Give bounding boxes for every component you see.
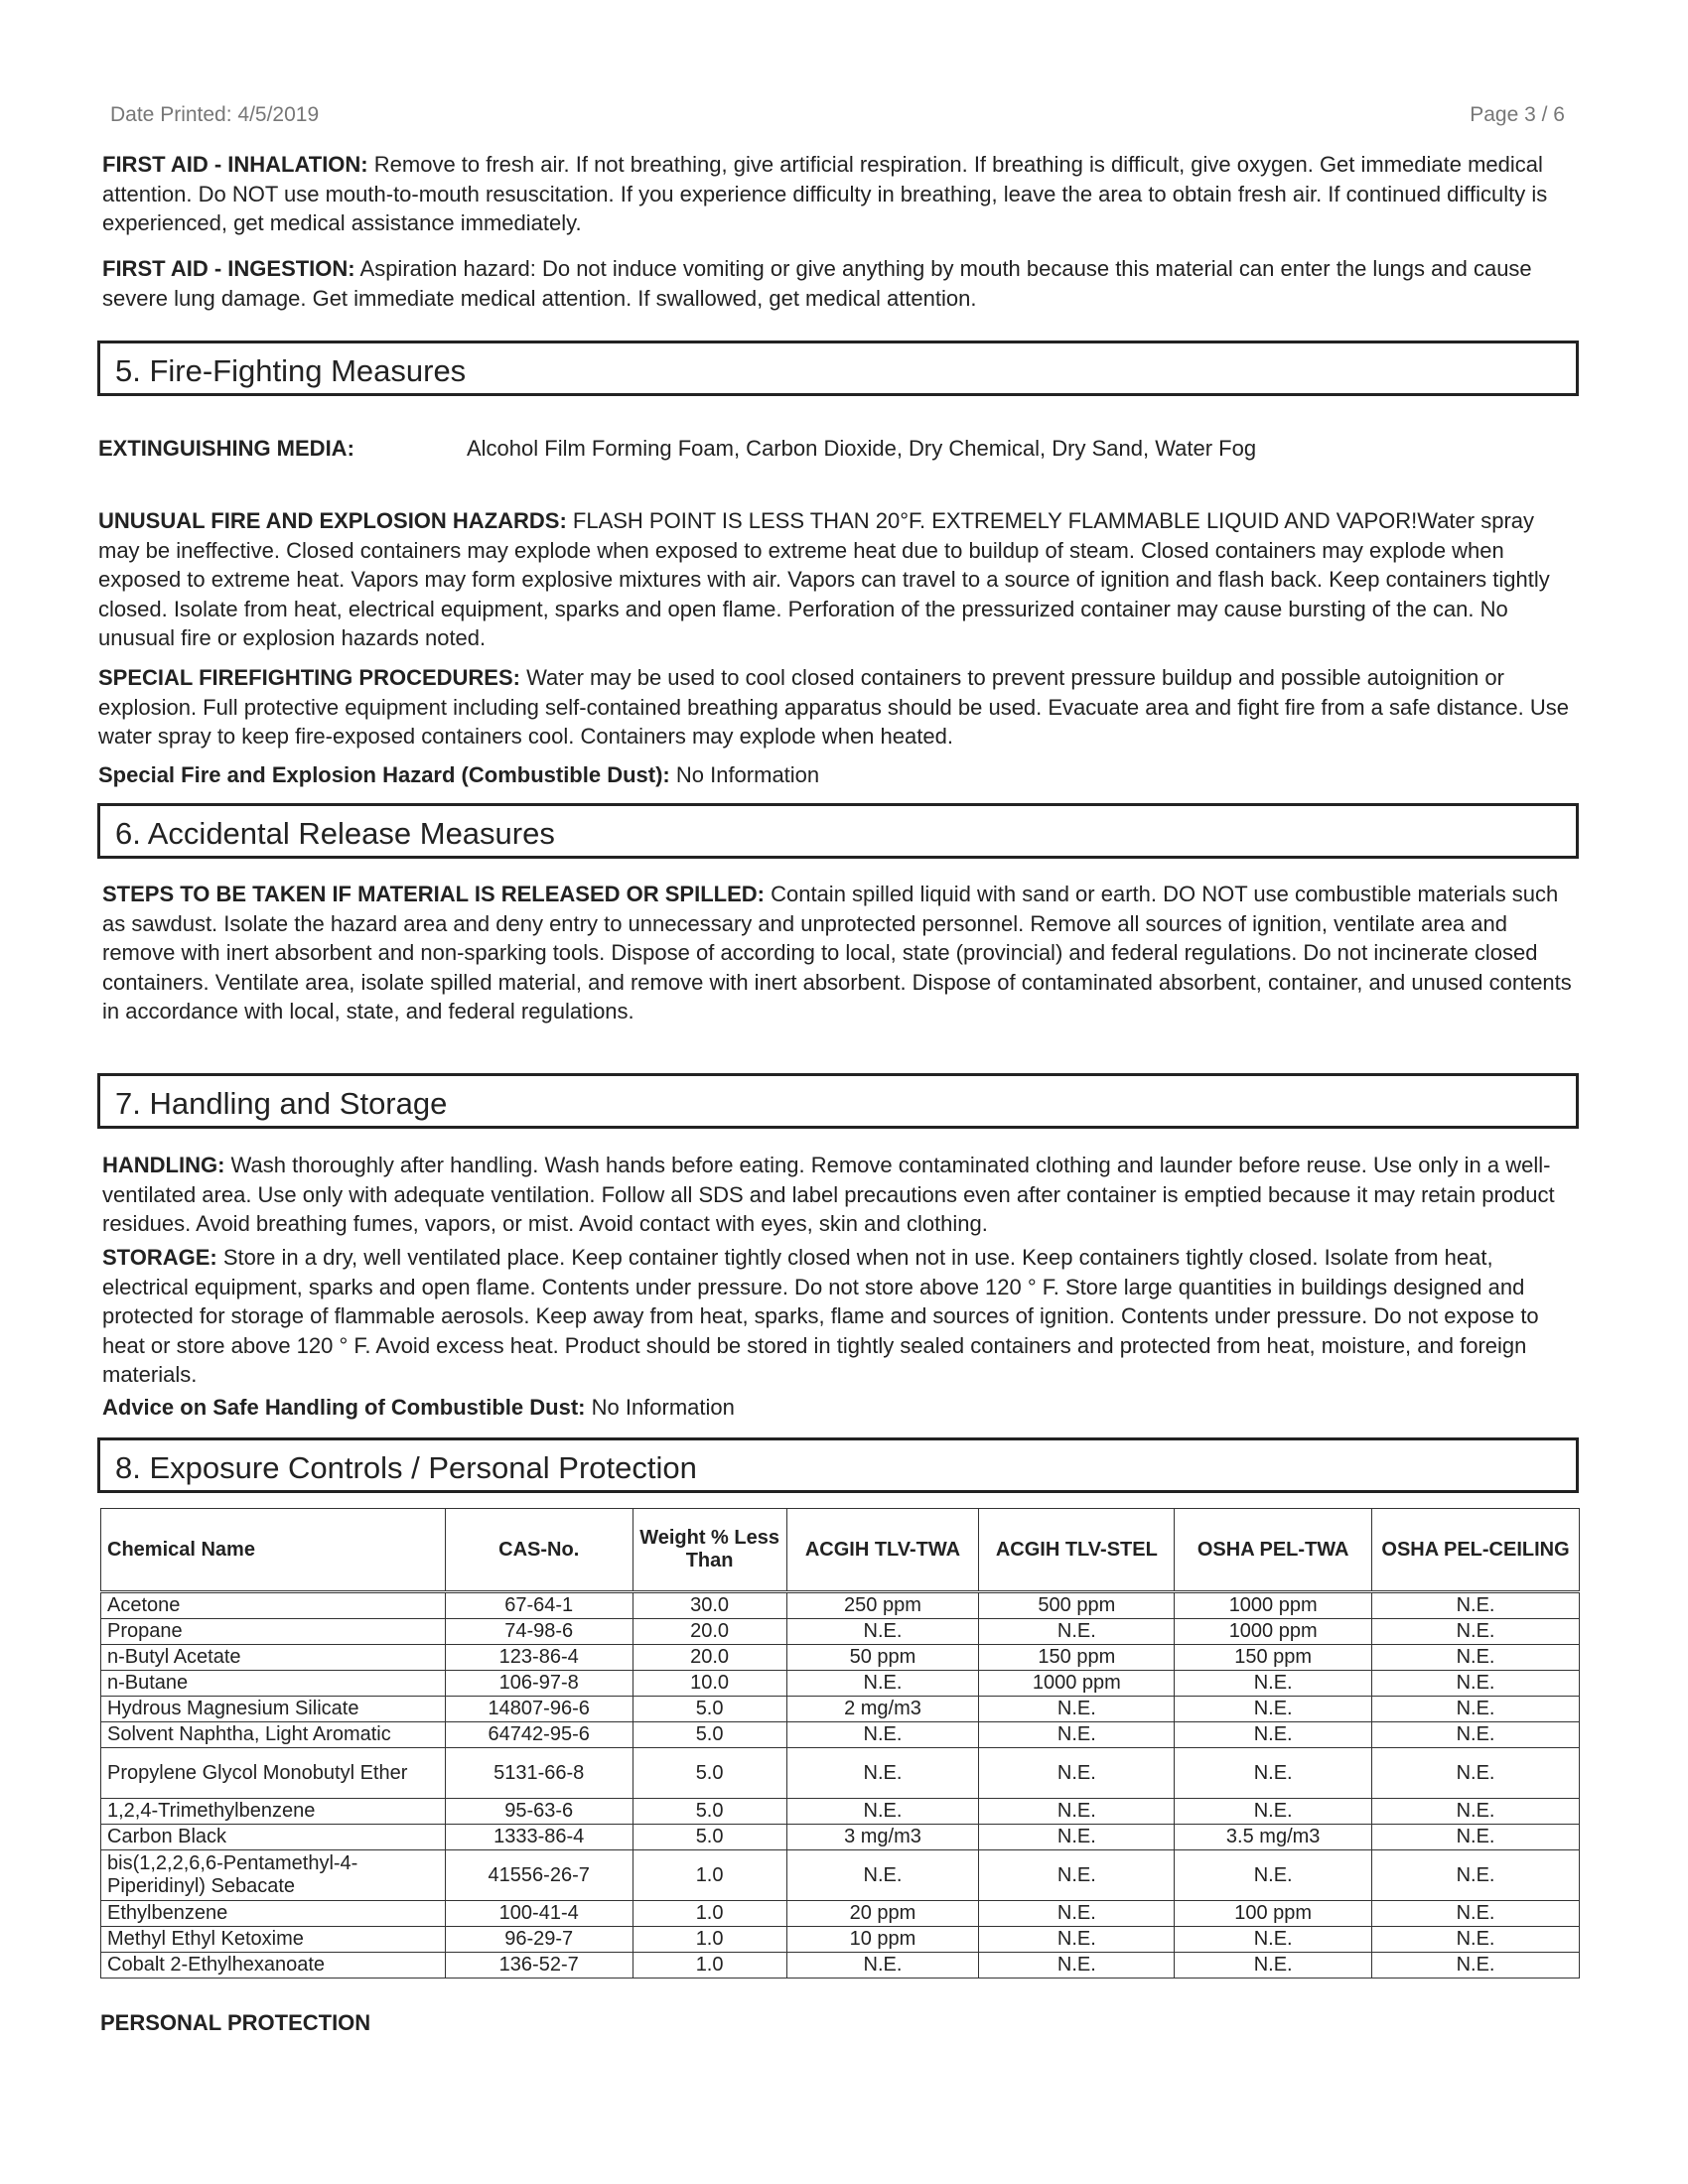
section-5-header (97, 341, 1579, 396)
table-cell: 5131-66-8 (445, 1748, 633, 1799)
table-cell: 100-41-4 (445, 1901, 633, 1927)
label: HANDLING: (102, 1153, 225, 1177)
table-cell: 50 ppm (786, 1645, 979, 1671)
table-cell: N.E. (1372, 1927, 1580, 1953)
table-cell: 1000 ppm (979, 1671, 1175, 1697)
table-header-row (101, 1509, 1580, 1592)
column-header: ACGIH TLV-STEL (979, 1509, 1175, 1592)
extinguishing-media (98, 434, 1578, 464)
table-cell: 1.0 (633, 1953, 786, 1979)
table-cell: 74-98-6 (445, 1619, 633, 1645)
table-cell: N.E. (1372, 1671, 1580, 1697)
table-cell: N.E. (786, 1671, 979, 1697)
table-cell: 20.0 (633, 1645, 786, 1671)
label: Advice on Safe Handling of Combustible Dust: (102, 1395, 586, 1420)
table-cell: Cobalt 2-Ethylhexanoate (101, 1953, 446, 1979)
table-cell: N.E. (1372, 1850, 1580, 1901)
table-cell: 5.0 (633, 1799, 786, 1825)
section-7-header (97, 1073, 1579, 1129)
section-title: 8. Exposure Controls / Personal Protection (115, 1450, 697, 1485)
table-cell: N.E. (1175, 1953, 1372, 1979)
table-cell: 20.0 (633, 1619, 786, 1645)
text: Aspiration hazard: Do not induce vomiting or give anything by mouth because this material can enter the lungs and cause severe lung damage. Get immediate medical attention. If swallowed, get medical attention. (102, 256, 1532, 311)
text: No Information (669, 762, 820, 787)
label: STEPS TO BE TAKEN IF MATERIAL IS RELEASED OR SPILLED: (102, 882, 765, 906)
column-header: ACGIH TLV-TWA (786, 1509, 979, 1592)
text: Store in a dry, well ventilated place. Keep container tightly closed when not in use. Keep containers tightly closed. Isolate from heat, electrical equipment, sparks and open flame. Contents under pressure. Do not store above 120 ° F. Store large quantities in buildings designed and protected for storage of flammable aerosols. Keep away from heat, sparks, flame and sources of ignition. Contents under pressure. Do not expose to heat or store above 120 ° F. Avoid excess heat. Product should be stored in tightly sealed containers and protected from heat, moisture, and foreign materials. (102, 1245, 1539, 1387)
label: FIRST AID - INGESTION: (102, 256, 355, 281)
table-cell: n-Butane (101, 1671, 446, 1697)
table-cell: 64742-95-6 (445, 1722, 633, 1748)
table-row (101, 1619, 1580, 1645)
table-cell: N.E. (786, 1748, 979, 1799)
table-cell: N.E. (979, 1927, 1175, 1953)
table-cell: N.E. (786, 1799, 979, 1825)
table-cell: 41556-26-7 (445, 1850, 633, 1901)
table-cell: Ethylbenzene (101, 1901, 446, 1927)
table-cell: N.E. (979, 1825, 1175, 1850)
table-cell: N.E. (786, 1619, 979, 1645)
table-row (101, 1697, 1580, 1722)
table-cell: N.E. (979, 1619, 1175, 1645)
table-cell: Methyl Ethyl Ketoxime (101, 1927, 446, 1953)
label: EXTINGUISHING MEDIA: (98, 436, 354, 461)
combustible-dust (98, 760, 1578, 790)
table-cell: N.E. (1372, 1619, 1580, 1645)
dust-advice (102, 1393, 1582, 1423)
table-cell: N.E. (786, 1953, 979, 1979)
table-cell: N.E. (786, 1722, 979, 1748)
table-row (101, 1645, 1580, 1671)
table-row (101, 1722, 1580, 1748)
table-cell: N.E. (1372, 1825, 1580, 1850)
table-row (101, 1799, 1580, 1825)
table-cell: 500 ppm (979, 1592, 1175, 1619)
column-header: OSHA PEL-CEILING (1372, 1509, 1580, 1592)
table-cell: Propane (101, 1619, 446, 1645)
label: UNUSUAL FIRE AND EXPLOSION HAZARDS: (98, 508, 567, 533)
table-cell: N.E. (979, 1799, 1175, 1825)
text: Wash thoroughly after handling. Wash hands before eating. Remove contaminated clothing and launder before reuse. Use only in a well-ventilated area. Use only with adequate ventilation. Follow all SDS and label precautions even after container is emptied because it may retain product residues. Avoid breathing fumes, vapors, or mist. Avoid contact with eyes, skin and clothing. (102, 1153, 1555, 1236)
table-cell: 150 ppm (1175, 1645, 1372, 1671)
page-number: Page 3 / 6 (1470, 103, 1565, 126)
table-cell: N.E. (979, 1722, 1175, 1748)
table-cell: Carbon Black (101, 1825, 446, 1850)
table-cell: N.E. (1372, 1901, 1580, 1927)
table-cell: 136-52-7 (445, 1953, 633, 1979)
table-cell: N.E. (1372, 1722, 1580, 1748)
table-cell: 20 ppm (786, 1901, 979, 1927)
date-printed: Date Printed: 4/5/2019 (110, 103, 320, 126)
table-cell: 250 ppm (786, 1592, 979, 1619)
table-cell: N.E. (1175, 1799, 1372, 1825)
table-cell: N.E. (1175, 1671, 1372, 1697)
table-cell: N.E. (1372, 1645, 1580, 1671)
table-cell: N.E. (1175, 1697, 1372, 1722)
first-aid-ingestion (102, 254, 1582, 313)
table-cell: 5.0 (633, 1697, 786, 1722)
text: Remove to fresh air. If not breathing, give artificial respiration. If breathing is difficult, give oxygen. Get immediate medical attention. Do NOT use mouth-to-mouth resuscitation. If you experience difficulty in breathing, leave the area to obtain fresh air. If continued difficulty is experienced, get medical assistance immediately. (102, 152, 1548, 235)
first-aid-inhalation (102, 150, 1582, 238)
table-cell: N.E. (1175, 1927, 1372, 1953)
table-cell: N.E. (979, 1850, 1175, 1901)
table-cell: Solvent Naphtha, Light Aromatic (101, 1722, 446, 1748)
table-cell: Propylene Glycol Monobutyl Ether (101, 1748, 446, 1799)
handling (102, 1151, 1582, 1239)
table-row (101, 1953, 1580, 1979)
table-cell: N.E. (1372, 1697, 1580, 1722)
table-cell: 1.0 (633, 1927, 786, 1953)
table-cell: 1,2,4-Trimethylbenzene (101, 1799, 446, 1825)
table-cell: N.E. (979, 1901, 1175, 1927)
exposure-table (100, 1508, 1580, 1979)
table-row (101, 1671, 1580, 1697)
label: SPECIAL FIREFIGHTING PROCEDURES: (98, 665, 520, 690)
table-cell: N.E. (979, 1697, 1175, 1722)
table-cell: 150 ppm (979, 1645, 1175, 1671)
table-cell: 106-97-8 (445, 1671, 633, 1697)
table-cell: N.E. (1372, 1953, 1580, 1979)
label: Special Fire and Explosion Hazard (Combustible Dust): (98, 762, 670, 787)
table-cell: 3.5 mg/m3 (1175, 1825, 1372, 1850)
table-cell: Acetone (101, 1592, 446, 1619)
table-row (101, 1592, 1580, 1619)
table-cell: bis(1,2,2,6,6-Pentamethyl-4-Piperidinyl) Sebacate (101, 1850, 446, 1901)
section-title: 5. Fire-Fighting Measures (115, 353, 467, 388)
section-title: 6. Accidental Release Measures (115, 816, 555, 851)
personal-protection-heading: PERSONAL PROTECTION (100, 2010, 371, 2035)
special-procedures (98, 663, 1578, 751)
table-cell: N.E. (1175, 1722, 1372, 1748)
storage (102, 1243, 1582, 1390)
table-row (101, 1825, 1580, 1850)
table-cell: Hydrous Magnesium Silicate (101, 1697, 446, 1722)
section-title: 7. Handling and Storage (115, 1086, 448, 1121)
table-cell: n-Butyl Acetate (101, 1645, 446, 1671)
label: FIRST AID - INHALATION: (102, 152, 368, 177)
table-cell: 1.0 (633, 1901, 786, 1927)
text: FLASH POINT IS LESS THAN 20°F. EXTREMELY FLAMMABLE LIQUID AND VAPOR!Water spray may be ineffective. Closed containers may explode when exposed to extreme heat due to buildup of steam. Closed containers may explode when exposed to extreme heat. Vapors may form explosive mixtures with air. Vapors can travel to a source of ignition and flash back. Keep containers tightly closed. Isolate from heat, electrical equipment, sparks and open flame. Perforation of the pressurized container may cause bursting of the can. No unusual fire or explosion hazards noted. (98, 508, 1550, 650)
table-cell: N.E. (1372, 1748, 1580, 1799)
table-cell: N.E. (979, 1748, 1175, 1799)
table-row (101, 1748, 1580, 1799)
column-header: CAS-No. (445, 1509, 633, 1592)
table-cell: N.E. (1175, 1850, 1372, 1901)
table-cell: 10 ppm (786, 1927, 979, 1953)
table-cell: 3 mg/m3 (786, 1825, 979, 1850)
table-cell: 5.0 (633, 1748, 786, 1799)
table-cell: 95-63-6 (445, 1799, 633, 1825)
table-cell: 1000 ppm (1175, 1619, 1372, 1645)
column-header: OSHA PEL-TWA (1175, 1509, 1372, 1592)
section-6-header (97, 803, 1579, 859)
table-row (101, 1927, 1580, 1953)
table-row (101, 1901, 1580, 1927)
label: STORAGE: (102, 1245, 217, 1270)
column-header: Weight % Less Than (633, 1509, 786, 1592)
table-cell: N.E. (786, 1850, 979, 1901)
table-cell: 10.0 (633, 1671, 786, 1697)
table-cell: 30.0 (633, 1592, 786, 1619)
table-cell: 123-86-4 (445, 1645, 633, 1671)
table-cell: 96-29-7 (445, 1927, 633, 1953)
table-cell: 1000 ppm (1175, 1592, 1372, 1619)
unusual-hazards (98, 506, 1578, 653)
table-cell: 5.0 (633, 1825, 786, 1850)
table-cell: N.E. (1372, 1799, 1580, 1825)
text: Contain spilled liquid with sand or earth. DO NOT use combustible materials such as sawdust. Isolate the hazard area and deny entry to unnecessary and unprotected personnel. Remove all sources of ignition, ventilate area and remove with inert absorbent and non-sparking tools. Dispose of according to local, state (provincial) and federal regulations. Do not incinerate closed containers. Ventilate area, isolate spilled material, and remove with inert absorbent. Dispose of contaminated absorbent, container, and unused contents in accordance with local, state, and federal regulations. (102, 882, 1572, 1024)
text: No Information (585, 1395, 735, 1420)
spill-steps (102, 880, 1582, 1026)
text: Water may be used to cool closed containers to prevent pressure buildup and possible autoignition or explosion. Full protective equipment including self-contained breathing apparatus should be used. Evacuate area and fight fire from a safe distance. Use water spray to keep fire-exposed containers cool. Containers may explode when heated. (98, 665, 1570, 749)
table-cell: 67-64-1 (445, 1592, 633, 1619)
table-cell: N.E. (1372, 1592, 1580, 1619)
text: Alcohol Film Forming Foam, Carbon Dioxide, Dry Chemical, Dry Sand, Water Fog (467, 436, 1257, 461)
table-cell: 2 mg/m3 (786, 1697, 979, 1722)
table-cell: 14807-96-6 (445, 1697, 633, 1722)
table-cell: 1.0 (633, 1850, 786, 1901)
table-cell: 100 ppm (1175, 1901, 1372, 1927)
section-8-header (97, 1437, 1579, 1493)
table-row (101, 1850, 1580, 1901)
table-cell: N.E. (979, 1953, 1175, 1979)
table-cell: N.E. (1175, 1748, 1372, 1799)
table-cell: 5.0 (633, 1722, 786, 1748)
table-cell: 1333-86-4 (445, 1825, 633, 1850)
column-header: Chemical Name (101, 1509, 446, 1592)
